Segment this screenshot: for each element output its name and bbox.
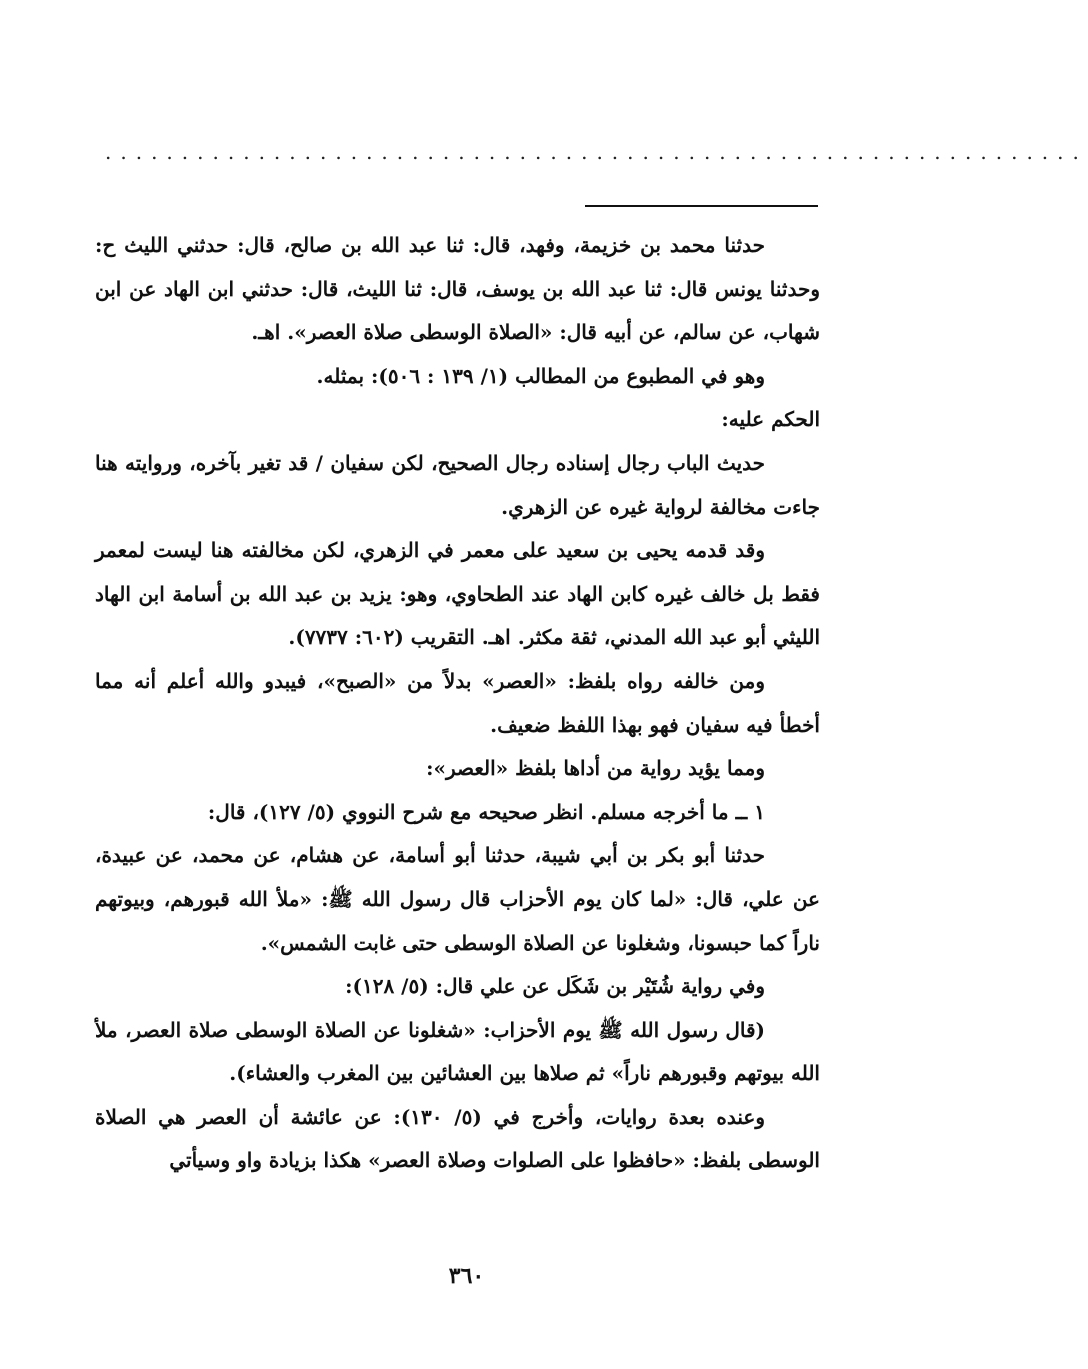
section-heading: الحكم عليه: xyxy=(721,407,820,432)
main-text xyxy=(95,224,820,1183)
paragraph: ١ ــ ما أخرجه مسلم. انظر صحيحه مع شرح النووي (٥/ ١٢٧)، قال: xyxy=(207,799,765,824)
paragraph: ومن خالفه رواه بلفظ: «العصر» بدلاً من «الصبح»، فيبدو والله أعلم أنه مما أخطأ فيه سفيان فهو بهذا اللفظ ضعيف. xyxy=(95,668,820,737)
paragraph: (قال رسول الله ﷺ يوم الأحزاب: «شغلونا عن الصلاة الوسطى صلاة العصر، ملأ الله بيوتهم وقبورهم ناراً» ثم صلاها بين العشائين بين المغرب والعشاء). xyxy=(95,1017,820,1086)
paragraph: وهو في المطبوع من المطالب (١/ ١٣٩ : ٥٠٦): بمثله. xyxy=(316,363,765,388)
paragraph: وعنده بعدة روايات، وأخرج في (٥/ ١٣٠): عن عائشة أن العصر هي الصلاة الوسطى بلفظ: «حافظوا على الصلوات وصلاة العصر» هكذا بزيادة واو وسيأتي xyxy=(95,1104,820,1173)
paragraph: وفي رواية شُتَيْر بن شَكَل عن علي قال: (٥/ ١٢٨): xyxy=(345,974,765,999)
paragraph: حدثنا أبو بكر بن أبي شيبة، حدثنا أبو أسامة، عن هشام، عن محمد، عن عبيدة، عن علي، قال: «لما كان يوم الأحزاب قال رسول الله ﷺ: «ملأ الله قبورهم، وبيوتهم ناراً كما حبسونا، وشغلونا عن الصلاة الوسطى حتى غابت الشمس». xyxy=(95,843,820,955)
dotted-separator: ................................................................ xyxy=(105,140,1088,164)
footnote-rule xyxy=(585,205,818,207)
paragraph: حديث الباب رجال إسناده رجال الصحيح، لكن سفيان / قد تغير بآخره، وروايته هنا جاءت مخالفة لرواية غيره عن الزهري. xyxy=(95,450,820,519)
paragraph: ومما يؤيد رواية من أداها بلفظ «العصر»: xyxy=(426,756,765,781)
paragraph: وقد قدمه يحيى بن سعيد على معمر في الزهري، لكن مخالفته هنا ليست لمعمر فقط بل خالف غيره كابن الهاد عند الطحاوي، وهو: يزيد بن عبد الله بن أسامة ابن الهاد الليثي أبو عبد الله المدني، ثقة مكثر. اهـ. التقريب (٦٠٢: ٧٧٣٧). xyxy=(95,538,820,650)
page-number: ٣٦٠ xyxy=(448,1263,485,1289)
paragraph: حدثنا محمد بن خزيمة، وفهد، قال: ثنا عبد الله بن صالح، قال: حدثني الليث ح: وحدثنا يونس قال: ثنا عبد الله بن يوسف، قال: ثنا الليث، قال: حدثني ابن الهاد عن ابن شهاب، عن سالم، عن أبيه قال: «الصلاة الوسطى صلاة العصر». اهـ. xyxy=(95,233,820,345)
